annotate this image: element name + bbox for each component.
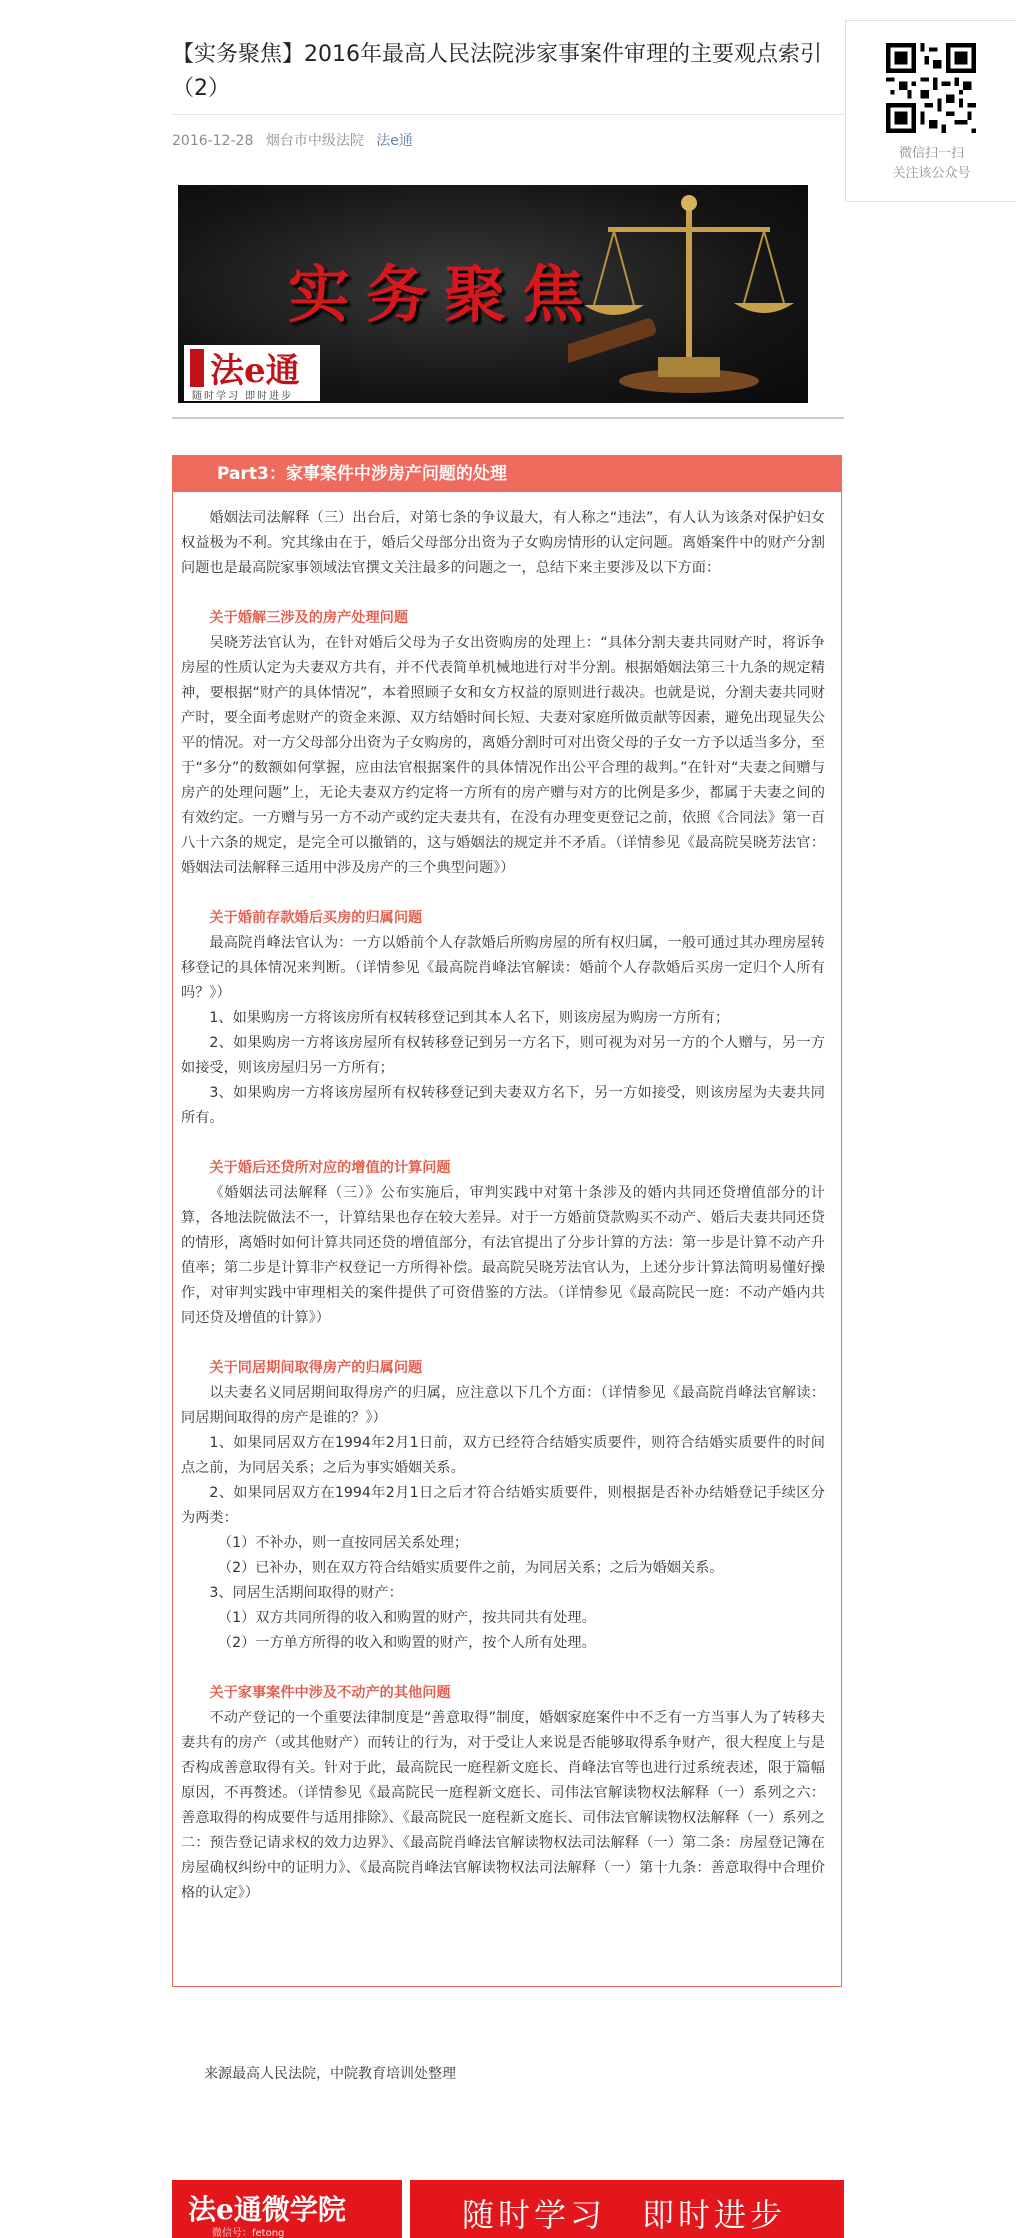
list-item: 2、如果同居双方在1994年2月1日之后才符合结婚实质要件，则根据是否补办结婚登记手续区分为两类：: [181, 1485, 825, 1526]
list-item: 3、如果购房一方将该房屋所有权转移登记到夫妻双方名下，另一方如接受，则该房屋为夫妻共同所有。: [181, 1085, 825, 1126]
logo-slogan: 随时学习 即时进步: [192, 391, 294, 402]
paragraph-3: 《婚姻法司法解释（三）》公布实施后，审判实践中对第十条涉及的婚内共同还贷增值部分的计算，各地法院做法不一，计算结果也存在较大差异。对于一方婚前贷款购买不动产、婚后夫妻共同还贷的情形，离婚时如何计算共同还贷的增值部分，有法官提出了分步计算的方法：第一步是计算不动产升值率；第二步是计算非产权登记一方所得补偿。最高院吴晓芳法官认为，上述分步计算法简明易懂好操作，对审判实践中审理相关的案件提供了可资借鉴的方法。（详情参见《最高院民一庭：不动产婚内共同还贷及增值的计算》）: [181, 1185, 825, 1326]
subheading-4: 关于同居期间取得房产的归属问题: [209, 1360, 423, 1376]
subheading-3: 关于婚后还贷所对应的增值的计算问题: [209, 1160, 451, 1176]
bottom-brand-sub: 微信号：fetong: [212, 2228, 285, 2238]
source-note: 来源最高人民法院，中院教育培训处整理: [204, 2066, 456, 2082]
list-item: （2）已补办，则在双方符合结婚实质要件之前，为同居关系；之后为婚姻关系。: [217, 1560, 724, 1576]
title-divider: [172, 114, 844, 115]
qr-code-icon[interactable]: [886, 43, 976, 133]
list-item: 3、同居生活期间取得的财产：: [209, 1585, 403, 1601]
list-item: 1、如果购房一方将该房所有权转移登记到其本人名下，则该房屋为购房一方所有；: [209, 1010, 730, 1026]
qr-caption: [846, 144, 1016, 184]
list-item: 2、如果购房一方将该房屋所有权转移登记到另一方名下，则可视为对另一方的个人赠与，另一方如接受，则该房屋归另一方所有；: [181, 1035, 825, 1076]
list-item: （1）双方共同所得的收入和购置的财产，按共同共有处理。: [217, 1610, 596, 1626]
paragraph-1: 吴晓芳法官认为，在针对婚后父母为子女出资购房的处理上：“具体分割夫妻共同财产时，将诉争房屋的性质认定为夫妻双方共有，并不代表简单机械地进行对半分割。根据婚姻法第三十九条的规定精神，要根据“财产的具体情况”，本着照顾子女和女方权益的原则进行裁决。也就是说，分割夫妻共同财产时，要全面考虑财产的资金来源、双方结婚时间长短、夫妻对家庭所做贡献等因素，避免出现显失公平的情况。对一方父母部分出资为子女购房的，离婚分割时可对出资父母的子女一方予以适当多分，至于“多分”的数额如何掌握，应由法官根据案件的具体情况作出公平合理的裁判。”在针对“夫妻之间赠与房产的处理问题”上，无论夫妻双方约定将一方所有的房产赠与对方的比例是多少，都属于夫妻之间的有效约定。一方赠与另一方不动产或约定夫妻共有，在没有办理变更登记之前，依照《合同法》第一百八十六条的规定，是完全可以撤销的，这与婚姻法的规定并不矛盾。（详情参见《最高院吴晓芳法官：婚姻法司法解释三适用中涉及房产的三个典型问题》）: [181, 635, 825, 876]
article-meta: [172, 130, 421, 150]
logo-seal: [190, 349, 204, 387]
part3-section: [172, 455, 842, 1987]
list-item: （2）一方单方所得的收入和购置的财产，按个人所有处理。: [217, 1635, 596, 1651]
bottom-brand-banner: [172, 2180, 402, 2238]
subheading-5: 关于家事案件中涉及不动产的其他问题: [209, 1685, 451, 1701]
paragraph-5: 不动产登记的一个重要法律制度是“善意取得”制度，婚姻家庭案件中不乏有一方当事人为了转移夫妻共有的房产（或其他财产）而转让的行为，对于受让人来说是否能够取得系争财产，很大程度上与是否构成善意取得有关。针对于此，最高院民一庭程新文庭长、肖峰法官等也进行过系统表述，限于篇幅原因，不再赘述。（详情参见《最高院民一庭程新文庭长、司伟法官解读物权法解释（一）系列之六：善意取得的构成要件与适用排除》、《最高院民一庭程新文庭长、司伟法官解读物权法解释（一）系列之二：预告登记请求权的效力边界》、《最高院肖峰法官解读物权法司法解释（一）第二条：房屋登记簿在房屋确权纠纷中的证明力》、《最高院肖峰法官解读物权法司法解释（一）第十九条：善意取得中合理价格的认定》）: [181, 1710, 825, 1901]
banner-divider: [172, 417, 844, 419]
qr-follow-box: [845, 20, 1016, 202]
intro-paragraph: 婚姻法司法解释（三）出台后，对第七条的争议最大，有人称之“违法”，有人认为该条对保护妇女权益极为不利。究其缘由在于，婚后父母部分出资为子女购房情形的认定问题。离婚案件中的财产分割问题也是最高院家事领域法官撰文关注最多的问题之一，总结下来主要涉及以下方面：: [181, 510, 825, 576]
qr-caption-line2: 关注该公众号: [892, 166, 971, 181]
article-source: 烟台市中级法院: [265, 133, 364, 149]
subheading-2: 关于婚前存款婚后买房的归属问题: [209, 910, 423, 926]
qr-caption-line1: 微信扫一扫: [898, 146, 964, 161]
fetong-logo: [184, 345, 320, 401]
section-body: [173, 492, 841, 1906]
bottom-slogan-text: 随时学习 即时进步: [462, 2196, 787, 2234]
scales-of-justice-icon: [568, 185, 808, 403]
publish-date: 2016-12-28: [172, 133, 254, 149]
list-item: （1）不补办，则一直按同居关系处理；: [217, 1535, 469, 1551]
account-link[interactable]: 法e通: [376, 133, 413, 149]
bottom-slogan-banner: [410, 2180, 844, 2238]
logo-text: 法e通: [210, 351, 300, 391]
banner-image: [178, 185, 808, 403]
article-title: 【实务聚焦】2016年最高人民法院涉家事案件审理的主要观点索引（2）: [172, 42, 822, 101]
paragraph-2: 最高院肖峰法官认为：一方以婚前个人存款婚后所购房屋的所有权归属，一般可通过其办理房屋转移登记的具体情况来判断。（详情参见《最高院肖峰法官解读：婚前个人存款婚后买房一定归个人所有吗？》）: [181, 935, 825, 1001]
bottom-brand-text: 法e通微学院: [188, 2193, 346, 2226]
banner-title: 实务聚焦: [288, 258, 601, 331]
paragraph-4: 以夫妻名义同居期间取得房产的归属，应注意以下几个方面：（详情参见《最高院肖峰法官解读：同居期间取得的房产是谁的？》）: [181, 1385, 825, 1426]
section-header: Part3：家事案件中涉房产问题的处理: [173, 456, 841, 492]
subheading-1: 关于婚解三涉及的房产处理问题: [209, 610, 409, 626]
list-item: 1、如果同居双方在1994年2月1日前，双方已经符合结婚实质要件，则符合结婚实质要件的时间点之前，为同居关系；之后为事实婚姻关系。: [181, 1435, 825, 1476]
